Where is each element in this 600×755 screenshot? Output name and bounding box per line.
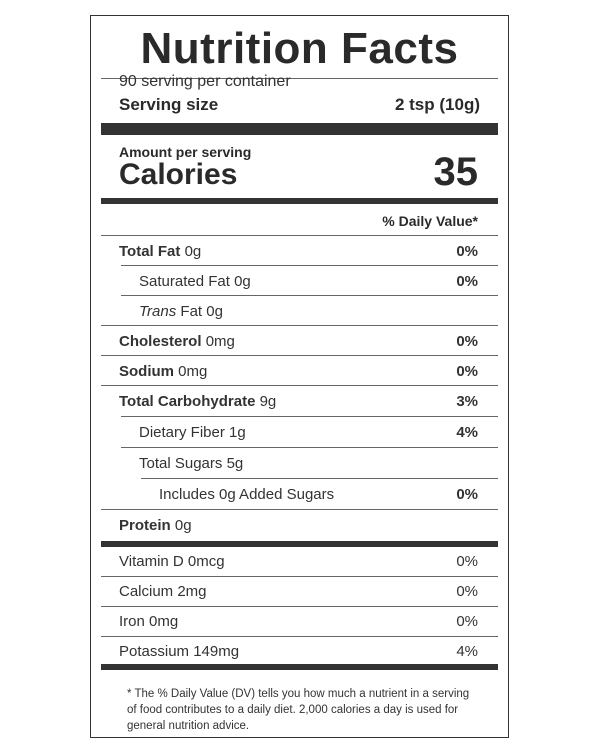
amount-per-serving: Amount per serving <box>119 144 252 160</box>
vitamin-name: Vitamin D 0mcg <box>119 553 225 570</box>
nutrient-row-trans-fat: Trans Fat 0g <box>139 303 223 320</box>
nutrient-row-protein <box>119 511 478 541</box>
nutrient-dv: 0% <box>456 273 478 290</box>
nutrient-name: Cholesterol <box>119 333 202 350</box>
divider <box>121 447 498 448</box>
nutrient-name: Dietary Fiber <box>139 424 225 441</box>
nutrient-name: Protein <box>119 517 171 534</box>
nutrient-name: Includes 0g Added Sugars <box>159 486 335 503</box>
vitamin-name: Calcium 2mg <box>119 583 207 600</box>
daily-value-header: % Daily Value* <box>382 213 478 229</box>
nutrient-name: Total Sugars <box>139 455 223 472</box>
nutrient-dv: 0% <box>456 363 478 380</box>
divider <box>121 265 498 266</box>
vitamin-dv: 0% <box>456 553 478 570</box>
serving-size-value: 2 tsp (10g) <box>394 95 480 114</box>
nutrient-row-total-carbohydrate <box>119 387 478 417</box>
divider <box>101 235 498 236</box>
divider <box>101 355 498 356</box>
nutrient-amount: 9g <box>259 393 277 410</box>
nutrient-name: Total Carbohydrate <box>119 393 256 410</box>
nutrient-name: Total Fat <box>119 243 181 260</box>
nutrient-amount: 0g <box>234 273 251 290</box>
vitamin-row-iron <box>119 607 478 637</box>
footnote: * The % Daily Value (DV) tells you how much a nutrient in a serving of food contributes to a daily diet. 2,000 calories a day is used for general nutrition advice. <box>127 688 470 732</box>
vitamin-dv: 0% <box>456 583 478 600</box>
calories-label: Calories <box>119 158 238 191</box>
nutrient-dv: 0% <box>456 243 478 260</box>
servings-per-container: 90 serving per container <box>119 73 291 90</box>
nutrient-name: Saturated Fat <box>139 273 230 290</box>
nutrient-row-saturated-fat <box>139 267 478 297</box>
divider <box>101 325 498 326</box>
nutrition-label <box>90 15 509 738</box>
nutrient-row-sodium <box>119 357 478 387</box>
nutrient-amount: 5g <box>226 455 244 472</box>
calories-value: 35 <box>433 150 478 194</box>
nutrient-amount: 0g <box>174 517 192 534</box>
divider <box>101 509 498 510</box>
nutrient-row-cholesterol <box>119 327 478 357</box>
nutrient-row-added-sugars <box>159 480 478 510</box>
medium-divider <box>101 664 498 670</box>
nutrient-name: Trans <box>139 303 177 320</box>
nutrient-amount: 0g <box>206 303 223 320</box>
label-title: Nutrition Facts <box>140 24 459 73</box>
vitamin-row-calcium <box>119 577 478 607</box>
vitamin-name: Iron 0mg <box>119 613 179 630</box>
nutrient-amount: 1g <box>229 424 246 441</box>
nutrient-amount: 0mg <box>178 363 208 380</box>
nutrient-amount: 0mg <box>205 333 235 350</box>
nutrient-amount: 0g <box>184 243 202 260</box>
nutrient-dv: 0% <box>456 486 478 503</box>
nutrient-row-total-sugars <box>139 449 478 479</box>
nutrient-row-dietary-fiber <box>139 418 478 448</box>
divider <box>141 478 498 479</box>
vitamin-dv: 0% <box>456 613 478 630</box>
vitamin-row-potassium <box>119 637 478 667</box>
vitamin-dv: 4% <box>456 643 478 660</box>
nutrient-dv: 3% <box>456 393 478 410</box>
divider <box>121 416 498 417</box>
divider <box>101 385 498 386</box>
nutrient-dv: 4% <box>456 424 478 441</box>
vitamin-row-vitamin-d <box>119 547 478 577</box>
thick-divider <box>101 123 498 135</box>
medium-divider <box>101 198 498 204</box>
serving-size-label: Serving size <box>119 95 219 114</box>
divider <box>121 295 498 296</box>
vitamin-name: Potassium 149mg <box>119 643 240 660</box>
nutrient-row-total-fat <box>119 237 478 267</box>
nutrient-dv: 0% <box>456 333 478 350</box>
nutrient-name: Sodium <box>119 363 174 380</box>
